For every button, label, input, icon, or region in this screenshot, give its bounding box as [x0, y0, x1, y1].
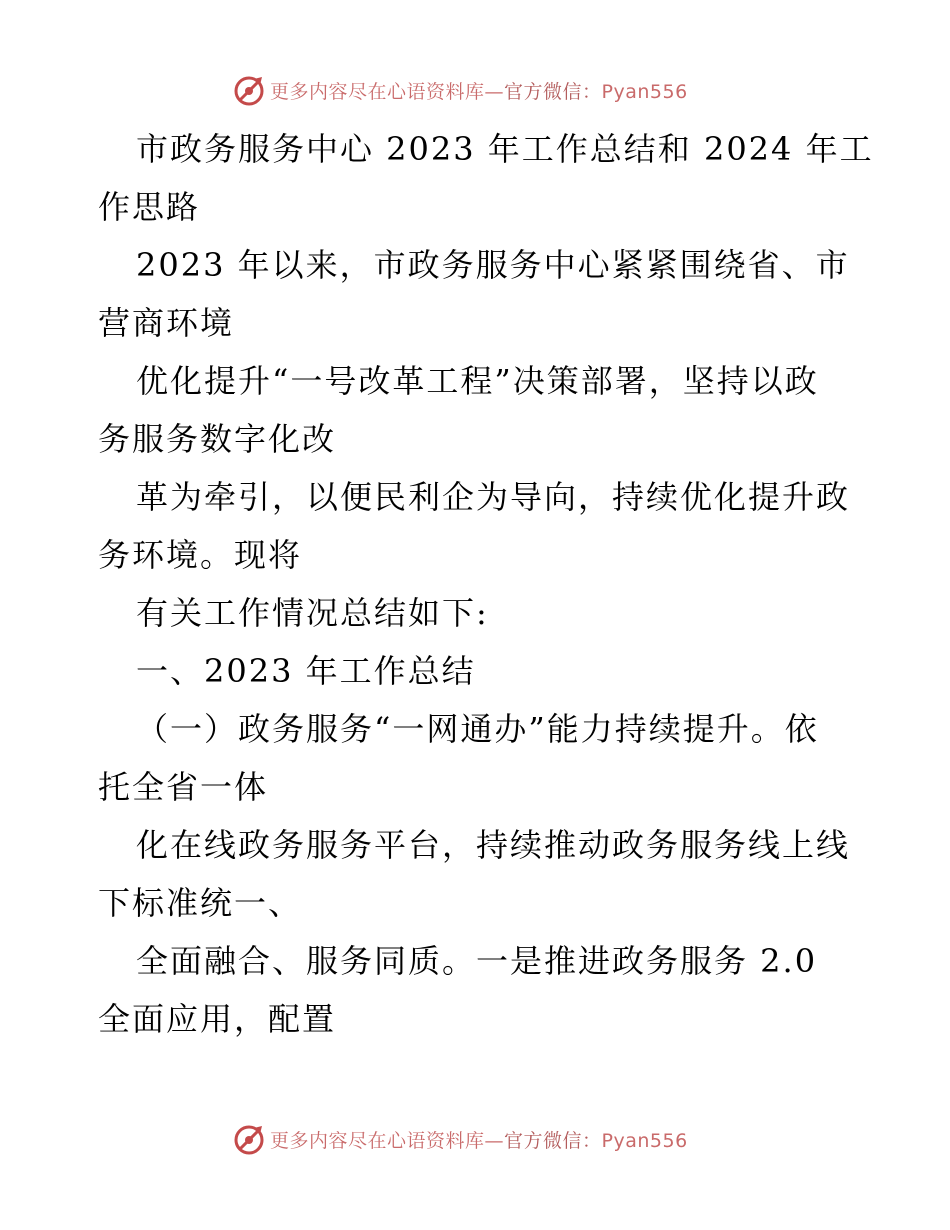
banner-wechat-id: Pyan556 — [601, 1129, 688, 1152]
paragraph-line: 全面应用，配置 — [98, 1000, 337, 1038]
banner-dash: — — [484, 1129, 505, 1152]
paragraph-line: 下标准统一、 — [98, 884, 303, 922]
banner-wechat-id: Pyan556 — [601, 80, 688, 103]
banner-label: 官方微信： — [504, 80, 602, 103]
paragraph — [98, 120, 874, 236]
pen-logo-icon — [232, 73, 266, 107]
banner-dash: — — [484, 80, 505, 103]
paragraph-line: 托全省一体 — [98, 768, 269, 806]
paragraph-line: （一）政务服务“一网通办”能力持续提升。依 — [136, 710, 819, 748]
document-body — [98, 120, 874, 1048]
paragraph-line: 务环境。现将 — [98, 536, 303, 574]
footer-watermark — [232, 1119, 688, 1159]
paragraph — [98, 932, 858, 1048]
paragraph-line: 化在线政务服务平台，持续推动政务服务线上线 — [136, 826, 851, 864]
pen-logo-icon — [232, 1122, 266, 1156]
banner-main-text: 更多内容尽在心语资料库 — [270, 1129, 485, 1152]
paragraph-line: 2023 年以来，市政务服务中心紧紧围绕省、市 — [136, 246, 850, 284]
paragraph-line: 作思路 — [98, 188, 201, 226]
paragraph-line: 全面融合、服务同质。一是推进政务服务 2.0 — [136, 942, 818, 980]
section-heading — [98, 642, 858, 700]
paragraph-line: 市政务服务中心 2023 年工作总结和 2024 年工 — [136, 130, 874, 168]
paragraph — [98, 584, 858, 642]
banner-label: 官方微信： — [504, 1129, 602, 1152]
paragraph-line: 一、2023 年工作总结 — [136, 652, 476, 690]
paragraph — [98, 352, 858, 468]
header-watermark — [232, 70, 688, 110]
banner-main-text: 更多内容尽在心语资料库 — [270, 80, 485, 103]
paragraph — [98, 700, 858, 816]
paragraph-line: 有关工作情况总结如下: — [136, 594, 489, 632]
paragraph-line: 革为牵引，以便民利企为导向，持续优化提升政 — [136, 478, 851, 516]
paragraph — [98, 816, 858, 932]
paragraph — [98, 468, 858, 584]
paragraph-line: 营商环境 — [98, 304, 235, 342]
paragraph-line: 优化提升“一号改革工程”决策部署，坚持以政 — [136, 362, 819, 400]
paragraph — [98, 236, 858, 352]
paragraph-line: 务服务数字化改 — [98, 420, 337, 458]
